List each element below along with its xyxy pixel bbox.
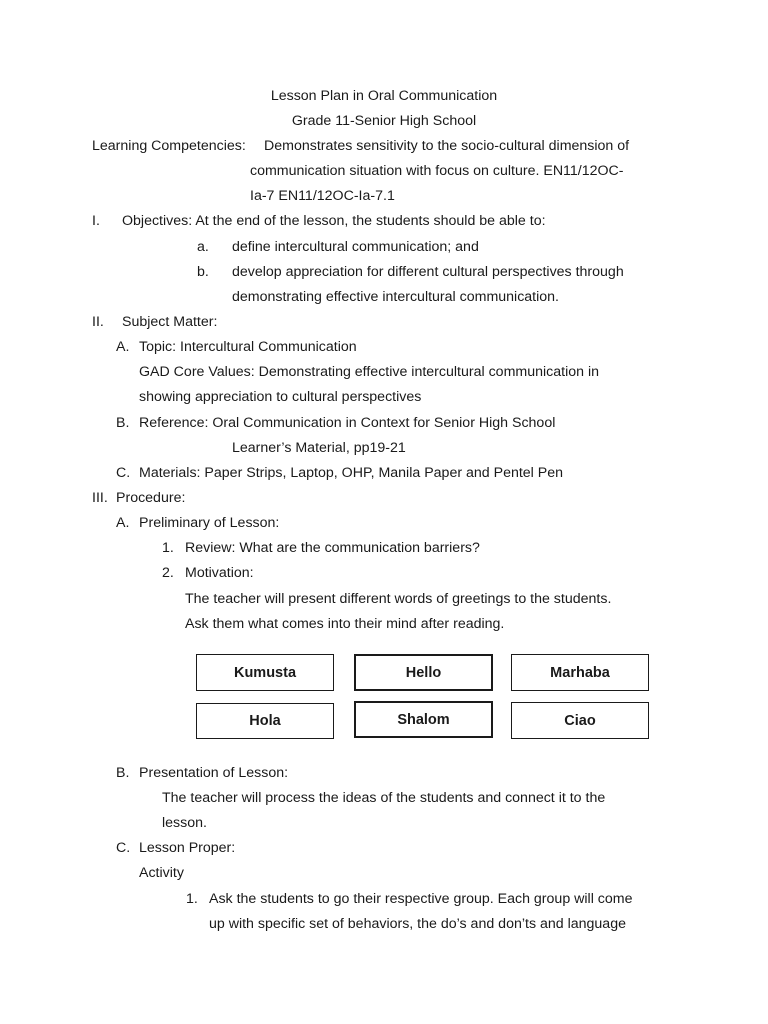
motivation-line-1: The teacher will present different words of greetings to the students.	[185, 591, 612, 607]
greeting-box: Kumusta	[196, 654, 334, 691]
greeting-box: Marhaba	[511, 654, 649, 691]
lesson-proper-heading: Lesson Proper:	[139, 840, 236, 856]
section-numeral: II.	[92, 314, 104, 330]
greeting-box: Ciao	[511, 702, 649, 739]
greeting-box: Hello	[354, 654, 493, 691]
subject-matter-heading: Subject Matter:	[122, 314, 218, 330]
list-marker: B.	[116, 415, 130, 431]
list-marker: 1.	[162, 540, 174, 556]
list-marker: 1.	[186, 891, 198, 907]
gad-values-line-1: GAD Core Values: Demonstrating effective intercultural communication in	[139, 364, 599, 380]
list-marker: A.	[116, 339, 130, 355]
activity-line-1: Ask the students to go their respective group. Each group will come	[209, 891, 633, 907]
activity-label: Activity	[139, 865, 184, 881]
presentation-heading: Presentation of Lesson:	[139, 765, 289, 781]
motivation-heading: Motivation:	[185, 565, 254, 581]
list-marker: B.	[116, 765, 130, 781]
greeting-box: Shalom	[354, 701, 493, 738]
list-marker: C.	[116, 840, 131, 856]
review-line: Review: What are the communication barriers?	[185, 540, 480, 556]
reference-continued: Learner’s Material, pp19-21	[232, 440, 406, 456]
greeting-box: Hola	[196, 703, 334, 739]
section-numeral: III.	[92, 490, 108, 506]
competencies-line-2: communication situation with focus on culture. EN11/12OC-	[250, 163, 624, 179]
topic-line: Topic: Intercultural Communication	[139, 339, 357, 355]
presentation-line-1: The teacher will process the ideas of the students and connect it to the	[162, 790, 606, 806]
grade-level: Grade 11-Senior High School	[291, 113, 477, 129]
preliminary-heading: Preliminary of Lesson:	[139, 515, 280, 531]
list-marker: b.	[197, 264, 209, 280]
motivation-line-2: Ask them what comes into their mind after reading.	[185, 616, 505, 632]
gad-values-line-2: showing appreciation to cultural perspectives	[139, 389, 422, 405]
objective-item: define intercultural communication; and	[232, 239, 479, 255]
section-numeral: I.	[92, 213, 100, 229]
materials-line: Materials: Paper Strips, Laptop, OHP, Manila Paper and Pentel Pen	[139, 465, 564, 481]
list-marker: 2.	[162, 565, 174, 581]
objectives-heading: Objectives: At the end of the lesson, the students should be able to:	[122, 213, 546, 229]
procedure-heading: Procedure:	[116, 490, 186, 506]
activity-line-2: up with specific set of behaviors, the do’s and don’ts and language	[209, 916, 626, 932]
objective-item-continued: demonstrating effective intercultural communication.	[232, 289, 559, 305]
list-marker: C.	[116, 465, 131, 481]
presentation-line-2: lesson.	[162, 815, 207, 831]
competencies-line-3: Ia-7 EN11/12OC-Ia-7.1	[250, 188, 395, 204]
competencies-line-1: Demonstrates sensitivity to the socio-cultural dimension of	[264, 138, 630, 154]
competencies-label: Learning Competencies:	[92, 138, 246, 154]
objective-item: develop appreciation for different cultural perspectives through	[232, 264, 624, 280]
reference-line: Reference: Oral Communication in Context for Senior High School	[139, 415, 556, 431]
list-marker: A.	[116, 515, 130, 531]
list-marker: a.	[197, 239, 209, 255]
page-title: Lesson Plan in Oral Communication	[270, 88, 498, 104]
